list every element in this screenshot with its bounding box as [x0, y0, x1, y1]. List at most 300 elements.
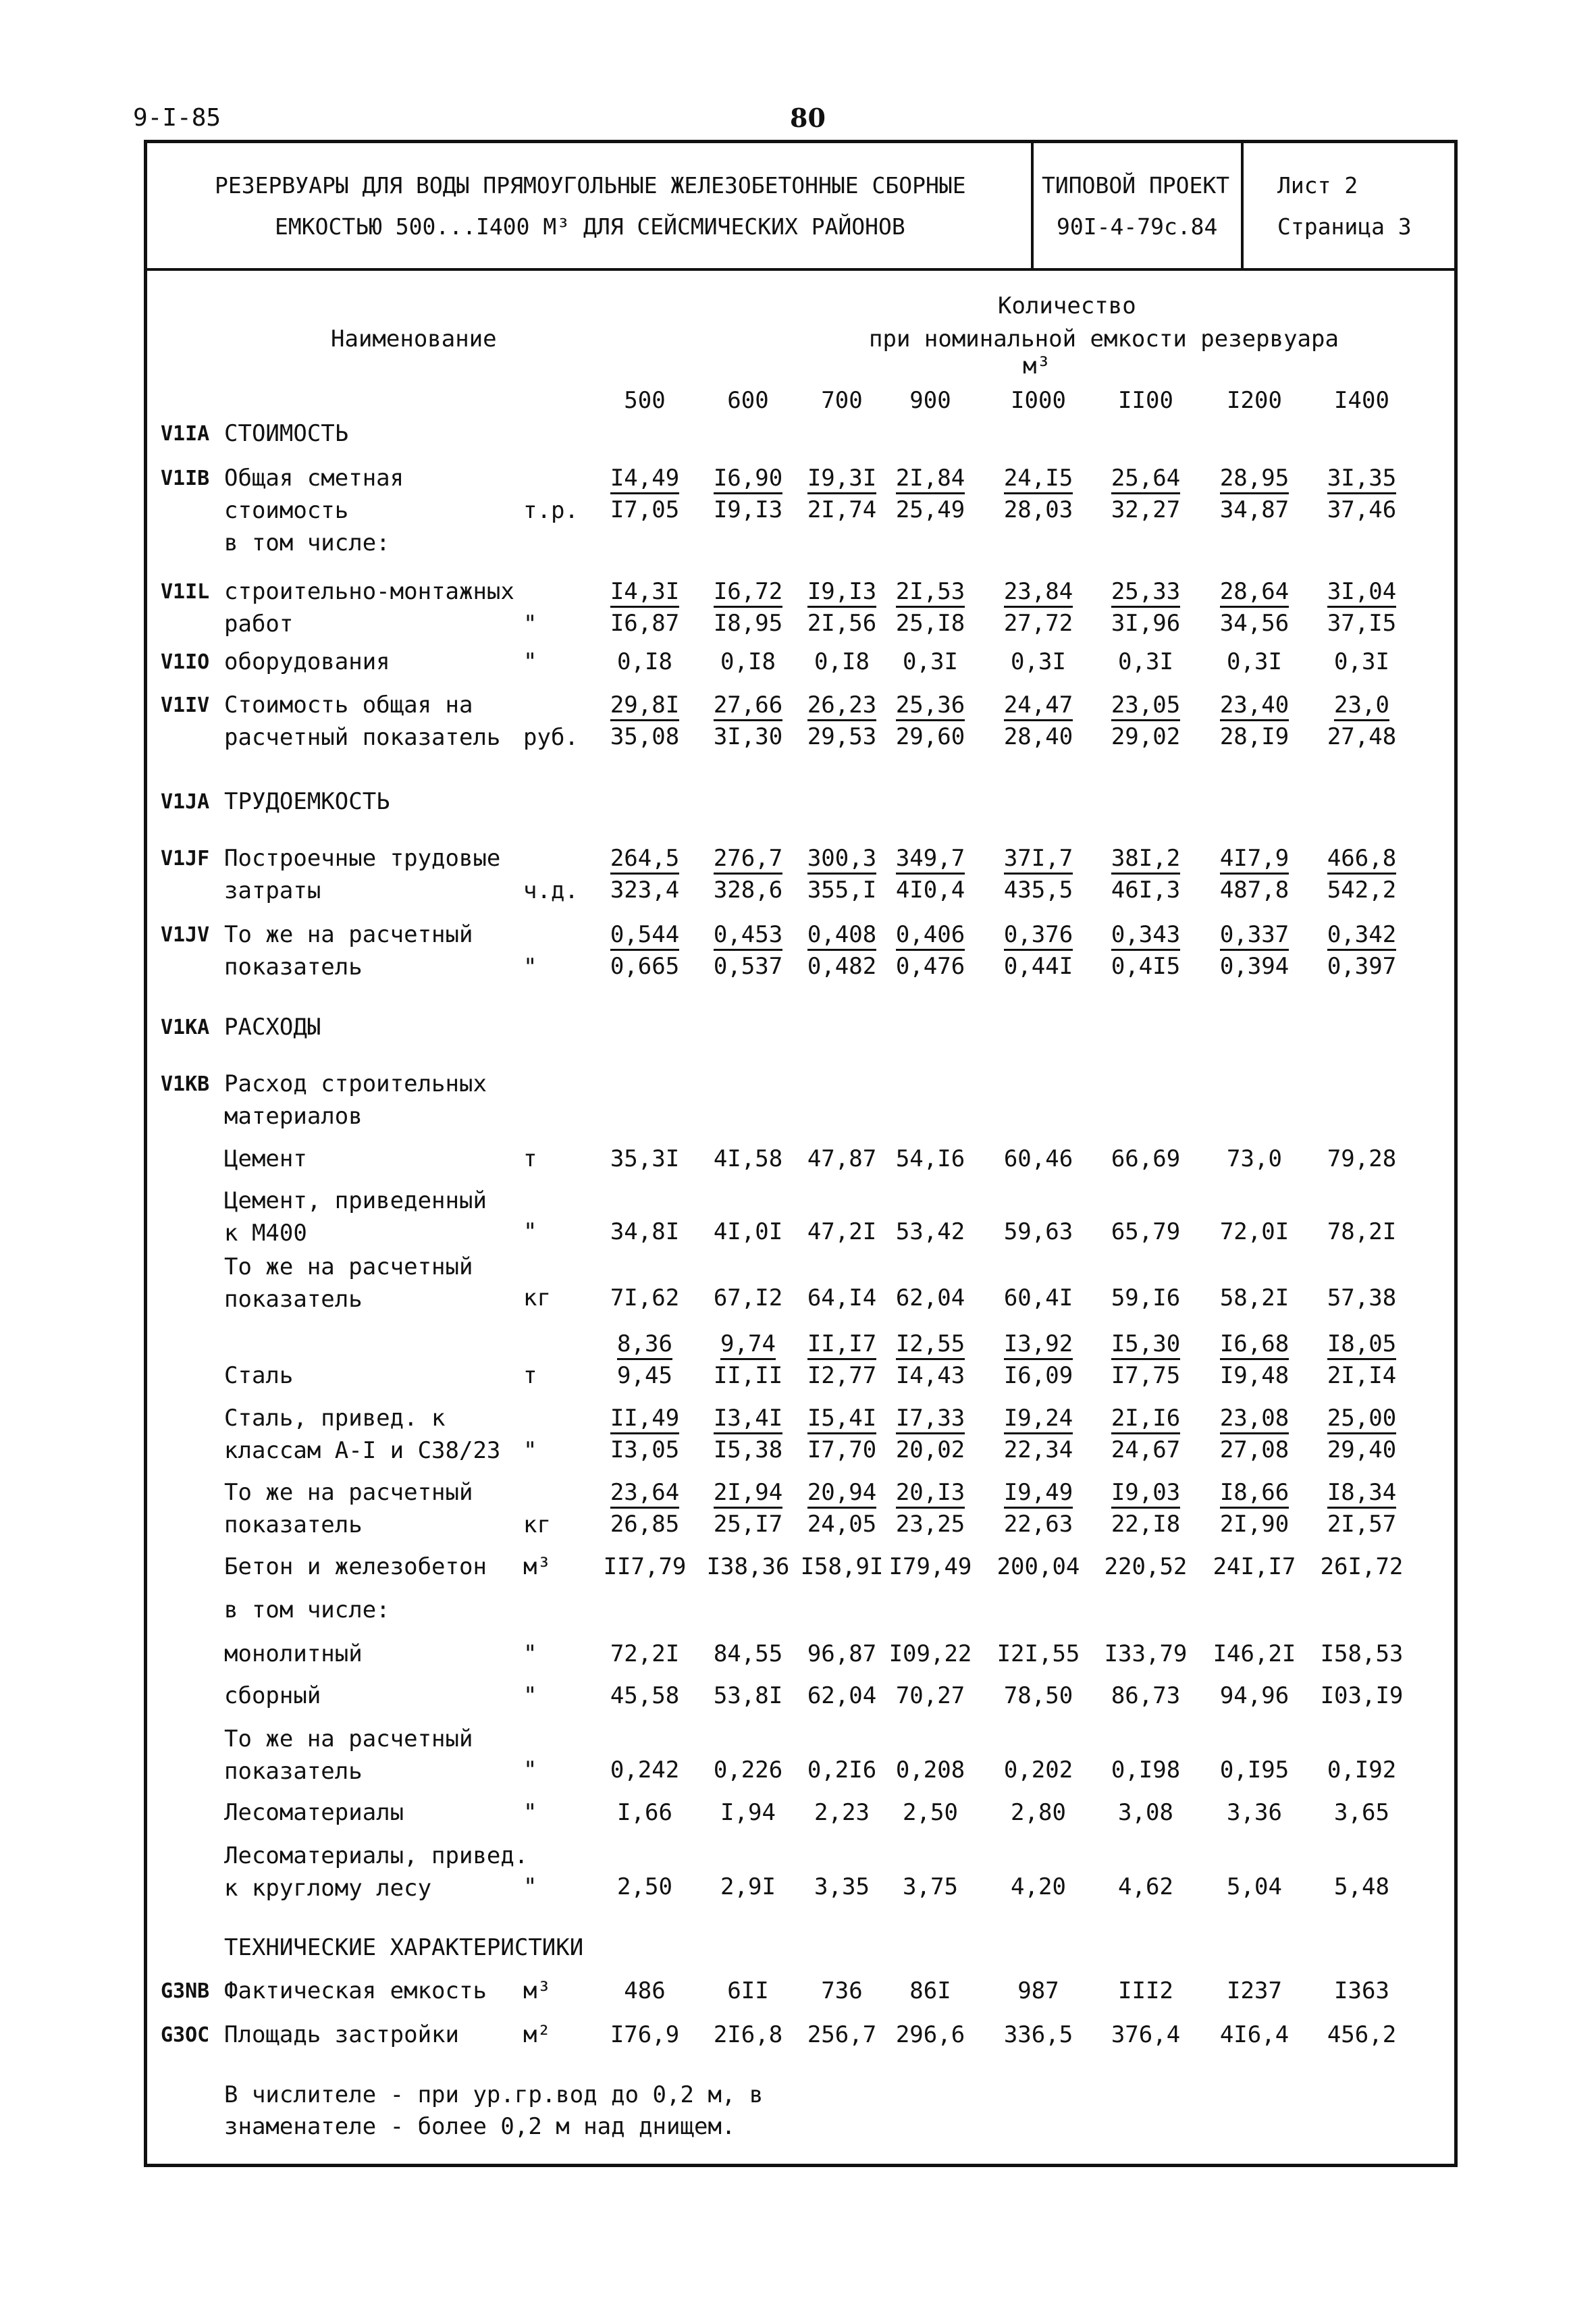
value-cell: 35,3I [610, 1145, 680, 1172]
row-label: в том числе: [224, 1596, 390, 1623]
numerator-cell [1311, 1405, 1412, 1432]
denominator-cell: 328,6 [713, 877, 783, 904]
stamp-sheet: Лист 2 [1277, 172, 1358, 199]
denominator-cell: 37,46 [1327, 496, 1397, 523]
value-cell: 79,28 [1327, 1145, 1397, 1172]
row-label: сборный [224, 1682, 321, 1709]
numerator-cell [1095, 921, 1196, 948]
value-cell: 3,65 [1334, 1799, 1389, 1826]
row-label: Фактическая емкость [224, 1977, 487, 2004]
capacity-header: II00 [1118, 387, 1173, 414]
row-label: оборудования [224, 648, 390, 675]
value-cell: 336,5 [1003, 2021, 1073, 2048]
numerator-cell [1311, 921, 1412, 948]
numerator-cell [1204, 465, 1305, 492]
section-code: V1IA [161, 422, 210, 446]
numerator-value: I4,3I [610, 578, 679, 608]
numerator-cell [594, 845, 695, 872]
row-code: V1IV [161, 694, 210, 717]
denominator-cell: 0,537 [713, 953, 783, 980]
numerator-value: 0,376 [1004, 921, 1073, 951]
stamp-divider-1 [1031, 140, 1034, 269]
row-unit: т [523, 1362, 537, 1389]
value-cell: 4,20 [1011, 1873, 1066, 1900]
row-label: То же на расчетный [224, 921, 473, 948]
value-cell: 26I,72 [1320, 1553, 1404, 1580]
numerator-value: 20,94 [807, 1479, 876, 1509]
value-cell: 58,2I [1219, 1284, 1289, 1311]
value-cell: 0,242 [610, 1757, 680, 1784]
numerator-value: 2I,94 [714, 1479, 782, 1509]
value-cell: 64,I4 [807, 1284, 877, 1311]
numerator-cell [594, 578, 695, 605]
row-label: к М400 [224, 1220, 307, 1247]
row-label: показатель [224, 1286, 363, 1313]
numerator-cell [791, 578, 893, 605]
row-code: V1IL [161, 580, 210, 604]
numerator-cell [791, 921, 893, 948]
denominator-cell: 487,8 [1219, 877, 1289, 904]
value-cell: 62,04 [895, 1284, 965, 1311]
value-cell: 200,04 [996, 1553, 1080, 1580]
numerator-value: I9,24 [1004, 1405, 1073, 1434]
numerator-cell [1311, 1479, 1412, 1506]
capacity-header: 900 [909, 387, 951, 414]
row-unit: " [523, 610, 537, 638]
numerator-value: 4I7,9 [1220, 845, 1289, 875]
section-title: СТОИМОСТЬ [224, 420, 349, 447]
section-title: РАСХОДЫ [224, 1014, 321, 1041]
row-unit: ч.д. [523, 877, 579, 904]
value-cell: I363 [1334, 1977, 1389, 2004]
numerator-value: 23,64 [610, 1479, 679, 1509]
value-cell: 2,9I [720, 1873, 776, 1900]
row-label: Цемент [224, 1145, 307, 1172]
denominator-cell: 22,I8 [1111, 1511, 1181, 1538]
row-unit: кг [523, 1284, 551, 1311]
value-cell: 7I,62 [610, 1284, 680, 1311]
row-label: Общая сметная [224, 465, 404, 492]
row-label: показатель [224, 1758, 363, 1785]
numerator-value: I2,55 [896, 1330, 965, 1360]
value-cell: 5,48 [1334, 1873, 1389, 1900]
numerator-value: 37I,7 [1004, 845, 1073, 875]
numerator-value: I9,I3 [807, 578, 876, 608]
value-cell: 66,69 [1111, 1145, 1181, 1172]
numerator-cell [1095, 845, 1196, 872]
value-cell: 736 [821, 1977, 863, 2004]
numerator-cell [1311, 1330, 1412, 1357]
denominator-cell: 32,27 [1111, 496, 1181, 523]
section-code: V1JA [161, 790, 210, 814]
value-cell: 47,87 [807, 1145, 877, 1172]
value-cell: 456,2 [1327, 2021, 1397, 2048]
value-cell: 59,I6 [1111, 1284, 1181, 1311]
row-label: строительно-монтажных [224, 578, 514, 605]
value-cell: 65,79 [1111, 1218, 1181, 1245]
value-cell: 60,46 [1003, 1145, 1073, 1172]
value-cell: 53,8I [713, 1682, 783, 1709]
numerator-value: 0,453 [714, 921, 782, 951]
numerator-value: I9,49 [1004, 1479, 1073, 1509]
value-cell: 78,50 [1003, 1682, 1073, 1709]
numerator-cell [1204, 921, 1305, 948]
numerator-cell [594, 465, 695, 492]
footnote-line2: знаменателе - более 0,2 м над днищем. [224, 2113, 736, 2140]
denominator-cell: 27,48 [1327, 723, 1397, 750]
numerator-value: 27,66 [714, 692, 782, 721]
denominator-cell: 2I,90 [1219, 1511, 1289, 1538]
row-unit: м³ [523, 1977, 551, 2004]
row-label: в том числе: [224, 529, 390, 556]
numerator-cell [1095, 692, 1196, 719]
row-code: V1IB [161, 467, 210, 490]
numerator-cell [880, 465, 981, 492]
row-label: монолитный [224, 1640, 363, 1667]
denominator-cell: 23,25 [895, 1511, 965, 1538]
numerator-cell [697, 1479, 799, 1506]
row-code: V1JV [161, 923, 210, 947]
row-unit: т [523, 1145, 537, 1172]
capacity-header: I200 [1227, 387, 1282, 414]
denominator-cell: 27,08 [1219, 1436, 1289, 1463]
row-label: То же на расчетный [224, 1253, 473, 1280]
row-label: Сталь, привед. к [224, 1405, 446, 1432]
numerator-value: I8,66 [1220, 1479, 1289, 1509]
capacity-header: I000 [1011, 387, 1066, 414]
value-cell: 86,73 [1111, 1682, 1181, 1709]
numerator-value: 24,I5 [1004, 465, 1073, 494]
value-cell: I76,9 [610, 2021, 680, 2048]
value-cell: I33,79 [1104, 1640, 1188, 1667]
value-cell: 0,3I [1118, 648, 1173, 675]
numerator-value: 28,95 [1220, 465, 1289, 494]
value-cell: I2I,55 [996, 1640, 1080, 1667]
value-cell: 0,I8 [617, 648, 672, 675]
denominator-cell: 3I,30 [713, 723, 783, 750]
numerator-value: I8,34 [1327, 1479, 1396, 1509]
capacity-header: 600 [727, 387, 769, 414]
row-label: затраты [224, 877, 321, 904]
value-cell: 34,8I [610, 1218, 680, 1245]
denominator-cell: 25,I7 [713, 1511, 783, 1538]
value-cell: I58,53 [1320, 1640, 1404, 1667]
value-cell: 0,I95 [1219, 1757, 1289, 1784]
value-cell: 70,27 [895, 1682, 965, 1709]
row-label: показатель [224, 1511, 363, 1538]
document-code: 9-I-85 [133, 104, 221, 132]
numerator-value: 25,36 [896, 692, 965, 721]
value-cell: 78,2I [1327, 1218, 1397, 1245]
stamp-page: Страница 3 [1277, 213, 1412, 240]
denominator-cell: 28,03 [1003, 496, 1073, 523]
capacity-header: 700 [821, 387, 863, 414]
column-header-unit: м³ [1023, 353, 1050, 380]
section-title: ТРУДОЕМКОСТЬ [224, 788, 390, 815]
numerator-value: I9,3I [807, 465, 876, 494]
value-cell: 987 [1017, 1977, 1059, 2004]
column-header-name: Наименование [331, 326, 497, 353]
row-label: работ [224, 610, 294, 638]
row-label: Сталь [224, 1362, 294, 1389]
numerator-value: 2I,I6 [1111, 1405, 1180, 1434]
value-cell: 62,04 [807, 1682, 877, 1709]
value-cell: 4,62 [1118, 1873, 1173, 1900]
denominator-cell: 0,482 [807, 953, 877, 980]
row-unit: " [523, 954, 537, 981]
numerator-value: I6,90 [714, 465, 782, 494]
value-cell: 94,96 [1219, 1682, 1289, 1709]
numerator-cell [880, 578, 981, 605]
denominator-cell: I4,43 [895, 1362, 965, 1389]
value-cell: 57,38 [1327, 1284, 1397, 1311]
numerator-value: 25,00 [1327, 1405, 1396, 1434]
row-label: Расход строительных [224, 1070, 487, 1097]
value-cell: 2,80 [1011, 1799, 1066, 1826]
numerator-value: 0,408 [807, 921, 876, 951]
numerator-value: I5,30 [1111, 1330, 1180, 1360]
numerator-cell [1311, 465, 1412, 492]
numerator-cell [1311, 578, 1412, 605]
denominator-cell: 435,5 [1003, 877, 1073, 904]
denominator-cell: II,II [713, 1362, 783, 1389]
numerator-cell [988, 1330, 1089, 1357]
numerator-cell [880, 1479, 981, 1506]
value-cell: 24I,I7 [1213, 1553, 1296, 1580]
value-cell: 0,I98 [1111, 1757, 1181, 1784]
numerator-value: 0,337 [1220, 921, 1289, 951]
denominator-cell: 29,40 [1327, 1436, 1397, 1463]
numerator-cell [697, 1330, 799, 1357]
denominator-cell: 542,2 [1327, 877, 1397, 904]
row-code: V1JF [161, 847, 210, 870]
page-number: 80 [790, 103, 826, 133]
value-cell: 0,202 [1003, 1757, 1073, 1784]
numerator-value: I6,72 [714, 578, 782, 608]
numerator-cell [791, 465, 893, 492]
numerator-value: 349,7 [896, 845, 965, 875]
value-cell: 67,I2 [713, 1284, 783, 1311]
numerator-value: 264,5 [610, 845, 679, 875]
row-label: Бетон и железобетон [224, 1553, 487, 1580]
denominator-cell: 34,87 [1219, 496, 1289, 523]
denominator-cell: 0,394 [1219, 953, 1289, 980]
numerator-cell [880, 1405, 981, 1432]
denominator-cell: I6,09 [1003, 1362, 1073, 1389]
denominator-cell: 2I,74 [807, 496, 877, 523]
column-header-quantity: Количество [998, 292, 1136, 319]
row-code: V1IO [161, 650, 210, 674]
denominator-cell: 22,34 [1003, 1436, 1073, 1463]
numerator-value: 276,7 [714, 845, 782, 875]
value-cell: 0,I8 [720, 648, 776, 675]
value-cell: 0,3I [1227, 648, 1282, 675]
value-cell: 0,208 [895, 1757, 965, 1784]
row-label: То же на расчетный [224, 1725, 473, 1752]
denominator-cell: 2I,I4 [1327, 1362, 1397, 1389]
denominator-cell: 4I0,4 [895, 877, 965, 904]
numerator-value: 26,23 [807, 692, 876, 721]
value-cell: 3,75 [903, 1873, 958, 1900]
value-cell: 4I,0I [713, 1218, 783, 1245]
numerator-cell [791, 692, 893, 719]
value-cell: 0,226 [713, 1757, 783, 1784]
numerator-value: I3,92 [1004, 1330, 1073, 1360]
value-cell: 59,63 [1003, 1218, 1073, 1245]
value-cell: I38,36 [706, 1553, 790, 1580]
row-label: показатель [224, 954, 363, 981]
value-cell: 4I6,4 [1219, 2021, 1289, 2048]
value-cell: 0,I8 [814, 648, 870, 675]
denominator-cell: 29,02 [1111, 723, 1181, 750]
column-header-quantity-sub: при номинальной емкости резервуара [869, 326, 1339, 353]
denominator-cell: 9,45 [617, 1362, 672, 1389]
denominator-cell: 37,I5 [1327, 610, 1397, 637]
denominator-cell: 355,I [807, 877, 877, 904]
numerator-value: 2I,53 [896, 578, 965, 608]
value-cell: 2,23 [814, 1799, 870, 1826]
value-cell: 3,36 [1227, 1799, 1282, 1826]
value-cell: 376,4 [1111, 2021, 1181, 2048]
denominator-cell: 0,4I5 [1111, 953, 1181, 980]
numerator-cell [880, 921, 981, 948]
row-unit: " [523, 1873, 537, 1900]
denominator-cell: I3,05 [610, 1436, 680, 1463]
numerator-cell [1095, 1479, 1196, 1506]
stamp-divider [144, 268, 1458, 271]
denominator-cell: 27,72 [1003, 610, 1073, 637]
row-label: То же на расчетный [224, 1479, 473, 1506]
numerator-cell [697, 692, 799, 719]
value-cell: 0,3I [1334, 648, 1389, 675]
numerator-cell [988, 845, 1089, 872]
numerator-value: 23,40 [1220, 692, 1289, 721]
denominator-cell: 24,05 [807, 1511, 877, 1538]
denominator-cell: 0,476 [895, 953, 965, 980]
row-label: Лесоматериалы [224, 1799, 404, 1826]
denominator-cell: 25,I8 [895, 610, 965, 637]
denominator-cell: I2,77 [807, 1362, 877, 1389]
value-cell: 60,4I [1003, 1284, 1073, 1311]
numerator-value: I6,68 [1220, 1330, 1289, 1360]
numerator-value: 23,84 [1004, 578, 1073, 608]
value-cell: I58,9I [800, 1553, 884, 1580]
value-cell: 220,52 [1104, 1553, 1188, 1580]
numerator-cell [594, 921, 695, 948]
numerator-value: I3,4I [714, 1405, 782, 1434]
numerator-value: 466,8 [1327, 845, 1396, 875]
denominator-cell: 28,40 [1003, 723, 1073, 750]
numerator-cell [988, 465, 1089, 492]
value-cell: 256,7 [807, 2021, 877, 2048]
value-cell: 47,2I [807, 1218, 877, 1245]
row-label: к круглому лесу [224, 1875, 432, 1902]
value-cell: 96,87 [807, 1640, 877, 1667]
stamp-project-label: ТИПОВОЙ ПРОЕКТ [1042, 172, 1230, 199]
value-cell: I03,I9 [1320, 1682, 1404, 1709]
row-code: G3NB [161, 1979, 210, 2003]
row-code: V1KB [161, 1072, 210, 1096]
row-label: Построечные трудовые [224, 845, 501, 872]
numerator-cell [594, 1479, 695, 1506]
numerator-cell [791, 1405, 893, 1432]
value-cell: I79,49 [888, 1553, 972, 1580]
value-cell: 53,42 [895, 1218, 965, 1245]
row-unit: руб. [523, 724, 579, 751]
numerator-value: I8,05 [1327, 1330, 1396, 1360]
row-label: Лесоматериалы, привед. [224, 1842, 529, 1869]
denominator-cell: I6,87 [610, 610, 680, 637]
numerator-cell [791, 1330, 893, 1357]
denominator-cell: I8,95 [713, 610, 783, 637]
numerator-cell [988, 921, 1089, 948]
numerator-value: 0,406 [896, 921, 965, 951]
row-unit: кг [523, 1511, 551, 1538]
numerator-cell [1095, 1405, 1196, 1432]
denominator-cell: I9,I3 [713, 496, 783, 523]
capacity-header: I400 [1334, 387, 1389, 414]
row-unit: " [523, 1757, 537, 1784]
value-cell: 0,2I6 [807, 1757, 877, 1784]
numerator-value: 38I,2 [1111, 845, 1180, 875]
row-label: материалов [224, 1103, 363, 1130]
denominator-cell: 323,4 [610, 877, 680, 904]
value-cell: 3,35 [814, 1873, 870, 1900]
numerator-value: 9,74 [720, 1330, 776, 1360]
stamp-project-code: 90I-4-79с.84 [1057, 213, 1218, 240]
denominator-cell: 46I,3 [1111, 877, 1181, 904]
numerator-cell [1095, 1330, 1196, 1357]
value-cell: 3,08 [1118, 1799, 1173, 1826]
denominator-cell: 26,85 [610, 1511, 680, 1538]
denominator-cell: I9,48 [1219, 1362, 1289, 1389]
row-label: Стоимость общая на [224, 692, 473, 719]
value-cell: 2,50 [617, 1873, 672, 1900]
numerator-value: II,49 [610, 1405, 679, 1434]
numerator-cell [697, 578, 799, 605]
row-unit: " [523, 1682, 537, 1709]
stamp-title-line1: РЕЗЕРВУАРЫ ДЛЯ ВОДЫ ПРЯМОУГОЛЬНЫЕ ЖЕЛЕЗОБЕТОННЫЕ СБОРНЫЕ [215, 172, 966, 199]
numerator-cell [697, 465, 799, 492]
numerator-value: 300,3 [807, 845, 876, 875]
numerator-cell [1095, 578, 1196, 605]
numerator-value: 23,0 [1334, 692, 1389, 721]
numerator-cell [697, 845, 799, 872]
numerator-cell [1204, 845, 1305, 872]
section-title: ТЕХНИЧЕСКИЕ ХАРАКТЕРИСТИКИ [224, 1934, 584, 1961]
numerator-value: 23,05 [1111, 692, 1180, 721]
row-unit: " [523, 1799, 537, 1826]
denominator-cell: 2I,57 [1327, 1511, 1397, 1538]
value-cell: I,94 [720, 1799, 776, 1826]
numerator-value: 28,64 [1220, 578, 1289, 608]
denominator-cell: 0,397 [1327, 953, 1397, 980]
section-code: V1KA [161, 1016, 210, 1039]
denominator-cell: I7,75 [1111, 1362, 1181, 1389]
denominator-cell: 20,02 [895, 1436, 965, 1463]
value-cell: 73,0 [1227, 1145, 1282, 1172]
denominator-cell: I5,38 [713, 1436, 783, 1463]
numerator-value: 8,36 [617, 1330, 672, 1360]
numerator-cell [988, 1405, 1089, 1432]
denominator-cell: 35,08 [610, 723, 680, 750]
denominator-cell: 0,665 [610, 953, 680, 980]
numerator-value: 23,08 [1220, 1405, 1289, 1434]
value-cell: I237 [1227, 1977, 1282, 2004]
value-cell: 86I [909, 1977, 951, 2004]
numerator-cell [1311, 692, 1412, 719]
numerator-value: 0,342 [1327, 921, 1396, 951]
